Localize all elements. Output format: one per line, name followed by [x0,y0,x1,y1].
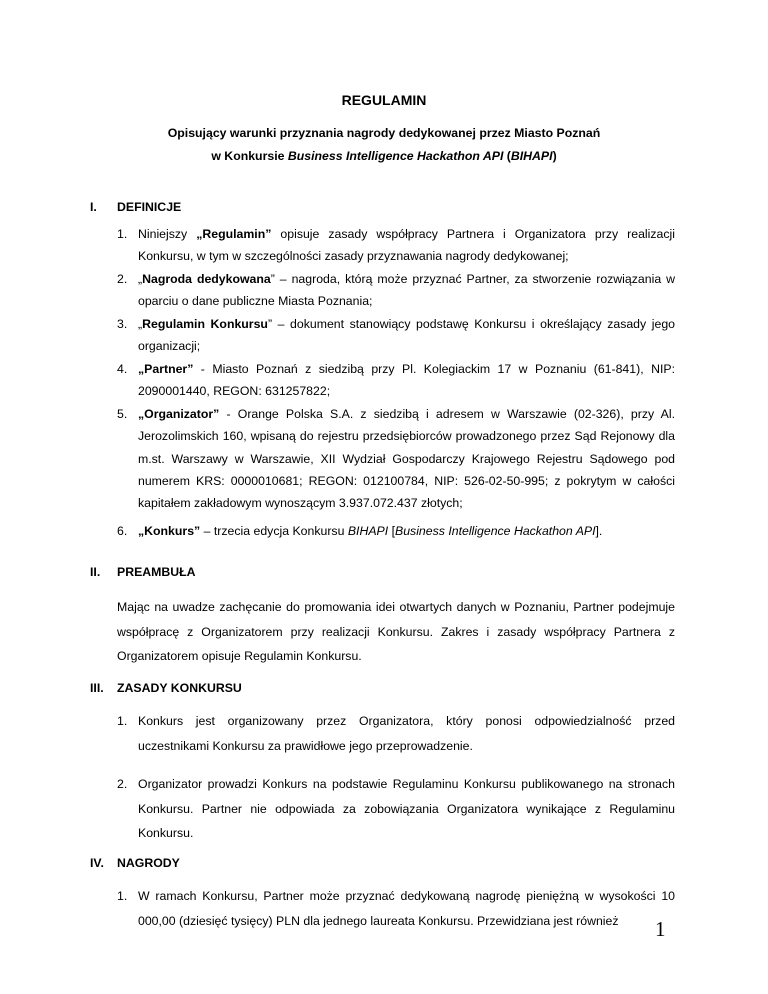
item-text: Organizator prowadzi Konkurs na podstawie Regulaminu Konkursu publikowanego na stronach Konkursu. Partner nie odpowiada za zobowiązania Organizatora wynikające z Regulaminu Konkursu. [138,777,675,840]
section-4-title: NAGRODY [117,856,180,870]
item-number: 5. [117,407,128,421]
item-number: 2. [117,272,128,286]
section-2-title: PREAMBUŁA [117,565,196,579]
definition-item-3 [117,313,675,358]
rules-item-1 [117,709,675,758]
section-2-number: II. [90,565,101,579]
item-number: 4. [117,362,128,376]
document-subtitle-line2: w Konkursie Business Intelligence Hackathon API (BIHAPI) [211,149,557,163]
item-number: 2. [117,777,128,791]
item-text: W ramach Konkursu, Partner może przyznać dedykowaną nagrodę pieniężną w wysokości 10 000,00 (dziesięć tysięcy) PLN dla jednego laureata Konkursu. Przewidziana jest również [138,889,675,928]
preamble-paragraph: Mając na uwadze zachęcanie do promowania idei otwartych danych w Poznaniu, Partner podejmuje współpracę z Organizatorem przy realizacji Konkursu. Zakres i zasady współpracy Partnera z Organizatorem opisuje Regulamin Konkursu. [117,600,675,663]
item-text: „Organizator” - Orange Polska S.A. z siedzibą i adresem w Warszawie (02-326), przy Al. Jerozolimskich 160, wpisaną do rejestru przedsiębiorców prowadzonego przez Sąd Rejonowy dla m.st. Warszawy w Warszawie, XII Wydział Gospodarczy Krajowego Rejestru Sądowego pod numerem KRS: 0000010681; REGON: 012100784, NIP: 526-02-50-995; z pokrytym w całości kapitałem zakładowym wynoszącym 3.937.072.437 złotych; [138,407,675,511]
item-number: 6. [117,524,128,538]
page-number: 1 [655,917,666,941]
item-number: 1. [117,227,128,241]
item-number: 1. [117,714,128,728]
section-3-number: III. [90,681,104,695]
section-3-title: ZASADY KONKURSU [117,681,242,695]
item-text: „Nagroda dedykowana” – nagroda, którą może przyznać Partner, za stworzenie rozwiązania w oparciu o dane publiczne Miasta Poznania; [138,272,675,309]
prizes-item-1 [117,884,675,933]
section-1-number: I. [90,200,97,214]
item-text: „Konkurs” – trzecia edycja Konkursu BIHAPI [Business Intelligence Hackathon API]. [138,524,603,538]
document-subtitle-line1: Opisujący warunki przyznania nagrody dedykowanej przez Miasto Poznań [167,126,601,140]
rules-item-2 [117,772,675,846]
item-text: „Partner” - Miasto Poznań z siedzibą przy Pl. Kolegiackim 17 w Poznaniu (61-841), NIP: 2090001440, REGON: 631257822; [138,362,675,399]
section-1-title: DEFINICJE [117,200,182,214]
item-text: „Regulamin Konkursu” – dokument stanowiący podstawę Konkursu i określający zasady jego organizacji; [138,317,675,354]
definition-item-1 [117,223,675,268]
definition-item-4 [117,358,675,403]
definition-item-5 [117,403,675,514]
item-number: 1. [117,889,128,903]
document-title: REGULAMIN [341,92,427,108]
item-text: Niniejszy „Regulamin” opisuje zasady współpracy Partnera i Organizatora przy realizacji Konkursu, w tym w szczególności zasady przyznawania nagrody dedykowanej; [138,227,675,264]
definition-item-2 [117,268,675,313]
definition-item-6 [117,520,675,542]
item-number: 3. [117,317,128,331]
item-text: Konkurs jest organizowany przez Organizatora, który ponosi odpowiedzialność przed uczestnikami Konkursu za prawidłowe jego przeprowadzenie. [138,714,675,753]
section-4-number: IV. [90,856,104,870]
